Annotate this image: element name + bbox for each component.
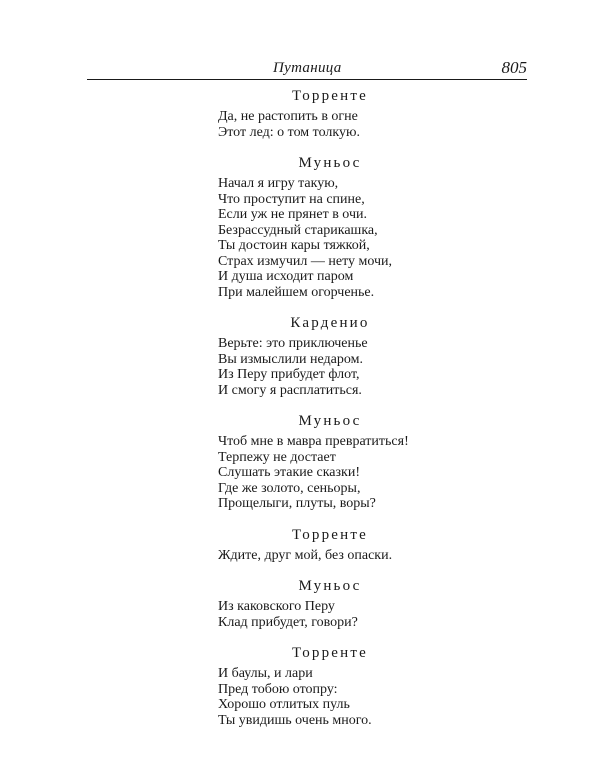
verse-line: Начал я игру такую, xyxy=(218,176,339,191)
verse-line: И баулы, и лари xyxy=(218,666,313,681)
running-title: Путаница xyxy=(273,60,342,76)
speaker-name: Муньос xyxy=(298,413,362,429)
verse-line: Ты увидишь очень много. xyxy=(218,712,372,728)
speech-block xyxy=(218,411,478,512)
verse-line: Клад прибудет, говори? xyxy=(218,614,358,630)
verse-line: Да, не растопить в огне xyxy=(218,109,358,124)
speech-block xyxy=(218,643,478,728)
speaker-name: Муньос xyxy=(298,578,362,594)
verse-line: Этот лед: о том толкую. xyxy=(218,124,360,140)
verse-line: Пред тобою отопру: xyxy=(218,681,338,697)
verse-line: При малейшем огорченье. xyxy=(218,284,375,300)
speaker-name: Торренте xyxy=(291,88,369,104)
verse-text xyxy=(218,86,478,741)
page-number: 805 xyxy=(501,58,527,77)
speaker-name: Муньос xyxy=(298,155,362,171)
verse-line: И смогу я расплатиться. xyxy=(218,382,362,398)
verse-line: Слушать этакие сказки! xyxy=(218,465,360,480)
verse-line: Хорошо отлитых пуль xyxy=(218,697,350,712)
speech-block xyxy=(218,86,478,140)
speaker-name: Карденио xyxy=(290,315,370,331)
verse-line: Ждите, друг мой, без опаски. xyxy=(218,547,393,563)
speaker-name: Торренте xyxy=(291,526,369,543)
verse-line: Что проступит на спине, xyxy=(218,191,365,207)
speech-block xyxy=(218,153,478,300)
speech-block xyxy=(218,313,478,398)
verse-line: Страх измучил — нету мочи, xyxy=(218,253,393,269)
speech-block xyxy=(218,576,478,630)
speaker-name: Торренте xyxy=(291,645,369,661)
verse-line: Верьте: это приключенье xyxy=(218,336,368,351)
verse-line: И душа исходит паром xyxy=(218,269,354,284)
verse-line: Если уж не прянет в очи. xyxy=(218,207,367,222)
speech-block xyxy=(218,525,478,564)
verse-line: Прощелыги, плуты, воры? xyxy=(218,496,376,511)
verse-line: Ты достоин кары тяжкой, xyxy=(218,238,370,253)
verse-line: Безрассудный старикашка, xyxy=(218,222,378,238)
verse-line: Чтоб мне в мавра превратиться! xyxy=(218,434,409,449)
verse-line: Из каковского Перу xyxy=(218,599,335,614)
header-rule xyxy=(87,79,527,80)
verse-line: Вы измыслили недаром. xyxy=(218,351,363,367)
verse-line: Терпежу не достает xyxy=(218,449,336,465)
page-header xyxy=(87,58,527,78)
verse-line: Из Перу прибудет флот, xyxy=(218,367,360,382)
verse-line: Где же золото, сеньоры, xyxy=(218,480,361,496)
